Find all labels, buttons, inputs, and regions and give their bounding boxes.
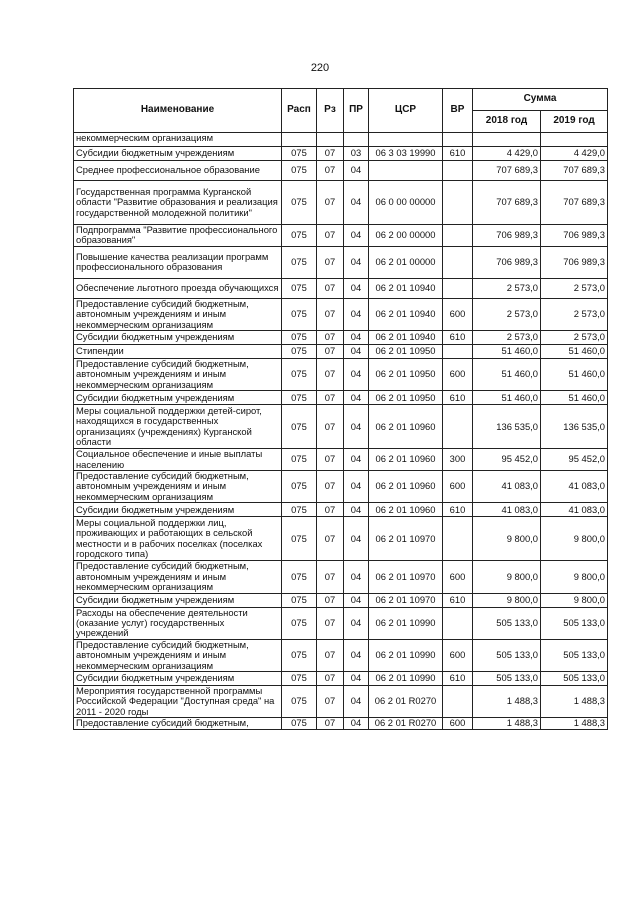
cell-csr: 06 2 01 10940	[369, 298, 443, 330]
cell-vr	[443, 345, 473, 359]
cell-rz: 07	[317, 639, 344, 671]
cell-rz: 07	[317, 503, 344, 517]
cell-sum-2019: 9 800,0	[541, 593, 608, 607]
cell-sum-2019: 2 573,0	[541, 278, 608, 298]
cell-rz: 07	[317, 391, 344, 405]
cell-pr: 03	[344, 147, 369, 161]
cell-name: Повышение качества реализации программ профессионального образования	[74, 246, 282, 278]
cell-rz: 07	[317, 298, 344, 330]
table-row	[74, 517, 608, 561]
table-row	[74, 718, 608, 730]
cell-sum-2018: 9 800,0	[473, 561, 541, 593]
header-sum: Сумма	[473, 89, 608, 111]
cell-sum-2018: 505 133,0	[473, 671, 541, 685]
header-csr: ЦСР	[369, 89, 443, 133]
cell-csr: 06 2 01 10990	[369, 639, 443, 671]
header-2018: 2018 год	[473, 111, 541, 133]
cell-rz: 07	[317, 517, 344, 561]
cell-vr	[443, 607, 473, 639]
cell-sum-2018: 136 535,0	[473, 405, 541, 449]
cell-name: Меры социальной поддержки детей-сирот, находящихся в государственных организациях (учреждениях) Курганской области	[74, 405, 282, 449]
cell-sum-2019: 706 989,3	[541, 225, 608, 247]
cell-csr: 06 2 01 10950	[369, 391, 443, 405]
cell-sum-2019: 505 133,0	[541, 671, 608, 685]
cell-rz: 07	[317, 331, 344, 345]
table-row	[74, 246, 608, 278]
page-number: 220	[310, 62, 330, 74]
cell-rasp: 075	[282, 246, 317, 278]
cell-sum-2019: 51 460,0	[541, 391, 608, 405]
cell-name: Предоставление субсидий бюджетным, автономным учреждениям и иным некоммерческим организациям	[74, 561, 282, 593]
table-row	[74, 593, 608, 607]
cell-vr: 600	[443, 359, 473, 391]
cell-vr: 600	[443, 718, 473, 730]
cell-csr: 06 2 01 10960	[369, 503, 443, 517]
cell-csr: 06 2 01 10970	[369, 517, 443, 561]
cell-name: Мероприятия государственной программы Российской Федерации "Доступная среда" на 2011 - 2020 годы	[74, 685, 282, 717]
cell-pr: 04	[344, 278, 369, 298]
cell-sum-2019: 2 573,0	[541, 331, 608, 345]
cell-rz: 07	[317, 405, 344, 449]
cell-pr: 04	[344, 359, 369, 391]
cell-vr: 610	[443, 671, 473, 685]
cell-sum-2018: 706 989,3	[473, 225, 541, 247]
table-row	[74, 278, 608, 298]
cell-sum-2019	[541, 133, 608, 147]
cell-vr: 610	[443, 503, 473, 517]
cell-vr: 600	[443, 298, 473, 330]
cell-sum-2019: 1 488,3	[541, 685, 608, 717]
budget-table	[73, 88, 608, 730]
cell-name: Субсидии бюджетным учреждениям	[74, 147, 282, 161]
cell-rasp: 075	[282, 278, 317, 298]
cell-rz: 07	[317, 449, 344, 471]
cell-sum-2018: 41 083,0	[473, 471, 541, 503]
cell-csr: 06 2 01 R0270	[369, 718, 443, 730]
cell-rasp	[282, 133, 317, 147]
cell-rasp: 075	[282, 685, 317, 717]
cell-pr: 04	[344, 639, 369, 671]
cell-name: Расходы на обеспечение деятельности (оказание услуг) государственных учреждений	[74, 607, 282, 639]
cell-pr: 04	[344, 298, 369, 330]
table-row	[74, 133, 608, 147]
cell-name: Меры социальной поддержки лиц, проживающих и работающих в сельской местности и в рабочих поселках (поселках городского типа)	[74, 517, 282, 561]
cell-vr: 610	[443, 147, 473, 161]
header-name: Наименование	[74, 89, 282, 133]
cell-pr: 04	[344, 671, 369, 685]
cell-csr: 06 2 01 R0270	[369, 685, 443, 717]
cell-name: Подпрограмма "Развитие профессионального образования"	[74, 225, 282, 247]
cell-csr: 06 0 00 00000	[369, 181, 443, 225]
cell-name: Государственная программа Курганской области "Развитие образования и реализация государственной молодежной политики"	[74, 181, 282, 225]
cell-vr: 300	[443, 449, 473, 471]
cell-name: Предоставление субсидий бюджетным, автономным учреждениям и иным некоммерческим организациям	[74, 471, 282, 503]
table-row	[74, 331, 608, 345]
cell-rz: 07	[317, 561, 344, 593]
cell-rz	[317, 133, 344, 147]
cell-rasp: 075	[282, 607, 317, 639]
header-vr: ВР	[443, 89, 473, 133]
cell-rasp: 075	[282, 718, 317, 730]
cell-sum-2019: 4 429,0	[541, 147, 608, 161]
table-row	[74, 298, 608, 330]
cell-rz: 07	[317, 685, 344, 717]
table-row	[74, 391, 608, 405]
cell-rasp: 075	[282, 449, 317, 471]
cell-vr: 600	[443, 471, 473, 503]
cell-rasp: 075	[282, 561, 317, 593]
cell-rasp: 075	[282, 503, 317, 517]
cell-rasp: 075	[282, 181, 317, 225]
cell-pr: 04	[344, 225, 369, 247]
cell-vr	[443, 225, 473, 247]
cell-vr	[443, 685, 473, 717]
cell-rasp: 075	[282, 345, 317, 359]
cell-rz: 07	[317, 225, 344, 247]
table-body	[74, 133, 608, 730]
cell-sum-2019: 9 800,0	[541, 561, 608, 593]
cell-sum-2018: 1 488,3	[473, 685, 541, 717]
cell-csr: 06 3 03 19990	[369, 147, 443, 161]
cell-pr: 04	[344, 181, 369, 225]
cell-rz: 07	[317, 147, 344, 161]
table-row	[74, 359, 608, 391]
cell-rz: 07	[317, 607, 344, 639]
table-row	[74, 345, 608, 359]
cell-name: Предоставление субсидий бюджетным,	[74, 718, 282, 730]
cell-rasp: 075	[282, 298, 317, 330]
cell-vr	[443, 181, 473, 225]
cell-pr: 04	[344, 405, 369, 449]
cell-name: Предоставление субсидий бюджетным, автономным учреждениям и иным некоммерческим организациям	[74, 359, 282, 391]
cell-rz: 07	[317, 718, 344, 730]
cell-name: Обеспечение льготного проезда обучающихся	[74, 278, 282, 298]
cell-csr: 06 2 01 10960	[369, 405, 443, 449]
cell-sum-2018: 2 573,0	[473, 331, 541, 345]
cell-sum-2019: 505 133,0	[541, 639, 608, 671]
cell-sum-2019: 51 460,0	[541, 359, 608, 391]
cell-name: Субсидии бюджетным учреждениям	[74, 671, 282, 685]
cell-name: некоммерческим организациям	[74, 133, 282, 147]
cell-rasp: 075	[282, 593, 317, 607]
cell-rasp: 075	[282, 517, 317, 561]
cell-csr: 06 2 00 00000	[369, 225, 443, 247]
cell-vr	[443, 161, 473, 181]
cell-sum-2019: 2 573,0	[541, 298, 608, 330]
cell-name: Стипендии	[74, 345, 282, 359]
cell-vr: 610	[443, 391, 473, 405]
cell-rz: 07	[317, 181, 344, 225]
table-row	[74, 503, 608, 517]
table-row	[74, 449, 608, 471]
cell-pr: 04	[344, 561, 369, 593]
cell-name: Предоставление субсидий бюджетным, автономным учреждениям и иным некоммерческим организациям	[74, 639, 282, 671]
cell-pr	[344, 133, 369, 147]
cell-pr: 04	[344, 391, 369, 405]
cell-rz: 07	[317, 471, 344, 503]
cell-sum-2019: 41 083,0	[541, 503, 608, 517]
cell-csr: 06 2 01 10960	[369, 449, 443, 471]
cell-rz: 07	[317, 246, 344, 278]
cell-rz: 07	[317, 278, 344, 298]
cell-sum-2019: 1 488,3	[541, 718, 608, 730]
cell-pr: 04	[344, 593, 369, 607]
cell-pr: 04	[344, 718, 369, 730]
table-row	[74, 147, 608, 161]
cell-sum-2018: 706 989,3	[473, 246, 541, 278]
cell-sum-2018: 707 689,3	[473, 181, 541, 225]
cell-rasp: 075	[282, 471, 317, 503]
table-row	[74, 639, 608, 671]
table-row	[74, 225, 608, 247]
cell-vr: 600	[443, 639, 473, 671]
cell-pr: 04	[344, 471, 369, 503]
cell-sum-2018: 505 133,0	[473, 607, 541, 639]
cell-pr: 04	[344, 517, 369, 561]
header-pr: ПР	[344, 89, 369, 133]
cell-csr: 06 2 01 10990	[369, 671, 443, 685]
cell-pr: 04	[344, 607, 369, 639]
cell-rasp: 075	[282, 391, 317, 405]
cell-sum-2018: 41 083,0	[473, 503, 541, 517]
cell-pr: 04	[344, 246, 369, 278]
cell-pr: 04	[344, 685, 369, 717]
cell-vr	[443, 517, 473, 561]
cell-name: Предоставление субсидий бюджетным, автономным учреждениям и иным некоммерческим организациям	[74, 298, 282, 330]
header-rz: Рз	[317, 89, 344, 133]
cell-vr	[443, 405, 473, 449]
cell-sum-2018: 1 488,3	[473, 718, 541, 730]
cell-rasp: 075	[282, 331, 317, 345]
cell-sum-2019: 706 989,3	[541, 246, 608, 278]
cell-rz: 07	[317, 345, 344, 359]
cell-sum-2018: 707 689,3	[473, 161, 541, 181]
cell-pr: 04	[344, 345, 369, 359]
cell-vr	[443, 278, 473, 298]
cell-sum-2018: 2 573,0	[473, 298, 541, 330]
cell-vr: 600	[443, 561, 473, 593]
cell-sum-2018: 51 460,0	[473, 345, 541, 359]
cell-rasp: 075	[282, 225, 317, 247]
cell-sum-2018: 4 429,0	[473, 147, 541, 161]
table-row	[74, 161, 608, 181]
cell-name: Субсидии бюджетным учреждениям	[74, 391, 282, 405]
cell-sum-2018	[473, 133, 541, 147]
cell-sum-2018: 505 133,0	[473, 639, 541, 671]
cell-csr: 06 2 01 10960	[369, 471, 443, 503]
table-row	[74, 561, 608, 593]
cell-sum-2019: 41 083,0	[541, 471, 608, 503]
cell-pr: 04	[344, 503, 369, 517]
cell-name: Среднее профессиональное образование	[74, 161, 282, 181]
cell-sum-2019: 95 452,0	[541, 449, 608, 471]
cell-vr	[443, 133, 473, 147]
cell-pr: 04	[344, 161, 369, 181]
table-row	[74, 671, 608, 685]
table-row	[74, 685, 608, 717]
cell-csr	[369, 161, 443, 181]
cell-rasp: 075	[282, 639, 317, 671]
cell-sum-2018: 9 800,0	[473, 593, 541, 607]
cell-sum-2019: 136 535,0	[541, 405, 608, 449]
cell-csr: 06 2 01 10950	[369, 345, 443, 359]
cell-csr: 06 2 01 10950	[369, 359, 443, 391]
cell-vr: 610	[443, 331, 473, 345]
cell-sum-2018: 51 460,0	[473, 391, 541, 405]
cell-rasp: 075	[282, 161, 317, 181]
cell-csr: 06 2 01 10970	[369, 561, 443, 593]
cell-rz: 07	[317, 593, 344, 607]
cell-rasp: 075	[282, 147, 317, 161]
cell-csr	[369, 133, 443, 147]
cell-csr: 06 2 01 10970	[369, 593, 443, 607]
table-row	[74, 181, 608, 225]
cell-sum-2019: 707 689,3	[541, 161, 608, 181]
cell-rasp: 075	[282, 405, 317, 449]
cell-name: Субсидии бюджетным учреждениям	[74, 593, 282, 607]
cell-pr: 04	[344, 331, 369, 345]
cell-name: Субсидии бюджетным учреждениям	[74, 503, 282, 517]
cell-sum-2019: 51 460,0	[541, 345, 608, 359]
cell-csr: 06 2 01 10990	[369, 607, 443, 639]
table-row	[74, 607, 608, 639]
cell-sum-2019: 505 133,0	[541, 607, 608, 639]
cell-rz: 07	[317, 359, 344, 391]
cell-rasp: 075	[282, 671, 317, 685]
cell-sum-2019: 707 689,3	[541, 181, 608, 225]
cell-vr: 610	[443, 593, 473, 607]
cell-sum-2018: 51 460,0	[473, 359, 541, 391]
header-rasp: Расп	[282, 89, 317, 133]
cell-rz: 07	[317, 161, 344, 181]
cell-rz: 07	[317, 671, 344, 685]
cell-vr	[443, 246, 473, 278]
cell-name: Субсидии бюджетным учреждениям	[74, 331, 282, 345]
cell-pr: 04	[344, 449, 369, 471]
table-row	[74, 471, 608, 503]
cell-sum-2018: 95 452,0	[473, 449, 541, 471]
cell-csr: 06 2 01 10940	[369, 278, 443, 298]
cell-rasp: 075	[282, 359, 317, 391]
cell-csr: 06 2 01 00000	[369, 246, 443, 278]
header-2019: 2019 год	[541, 111, 608, 133]
cell-sum-2018: 9 800,0	[473, 517, 541, 561]
cell-name: Социальное обеспечение и иные выплаты населению	[74, 449, 282, 471]
cell-sum-2018: 2 573,0	[473, 278, 541, 298]
cell-sum-2019: 9 800,0	[541, 517, 608, 561]
cell-csr: 06 2 01 10940	[369, 331, 443, 345]
table-row	[74, 405, 608, 449]
